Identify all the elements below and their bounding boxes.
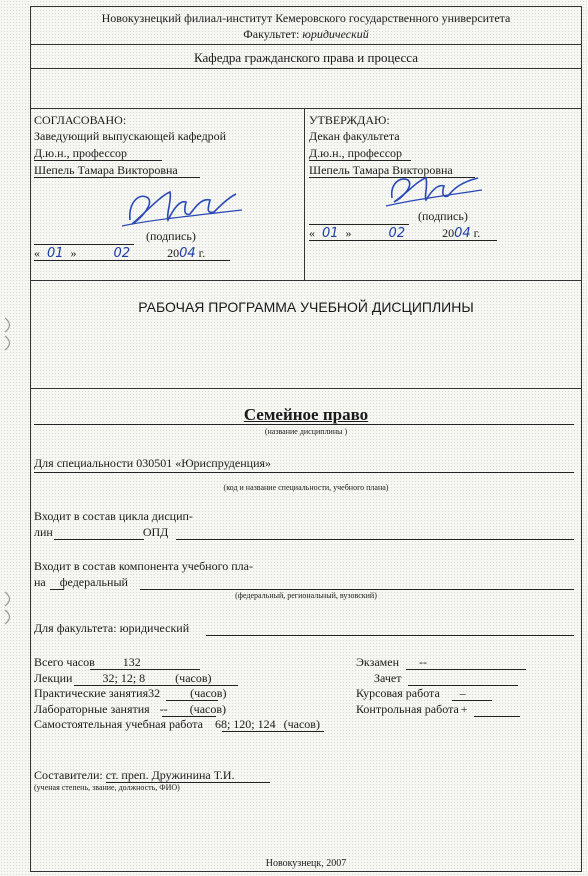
specialty-text: Для специальности 030501 «Юриспруденция»	[34, 456, 272, 470]
date-year: 04	[179, 246, 196, 261]
department-name: Кафедра гражданского права и процесса	[194, 50, 418, 65]
coursework: Курсовая работа –	[356, 686, 466, 700]
control-work: Контрольная работа +	[356, 702, 468, 716]
total-hours: Всего часов 132	[34, 655, 141, 669]
punch-hole-icon	[2, 316, 16, 334]
authors-caption: (ученая степень, звание, должность, ФИО)	[34, 783, 180, 792]
column-divider	[304, 108, 305, 280]
component-caption: (федеральный, региональный, вузовский)	[235, 591, 377, 600]
punch-hole-icon	[2, 608, 16, 626]
authors-value: ст. преп. Дружинина Т.И.	[105, 768, 235, 782]
cycle-line1: Входит в состав цикла дисцип-	[34, 509, 193, 523]
approval-left-title: СОГЛАСОВАНО:	[34, 113, 127, 127]
divider	[30, 388, 582, 389]
component-line1: Входит в состав компонента учебного пла-	[34, 559, 253, 573]
approval-right-signature-label: (подпись)	[418, 209, 468, 223]
date-day: 01	[47, 246, 64, 261]
self-study-hours: Самостоятельная учебная работа 68; 120; 124 (часов)	[34, 717, 320, 731]
institute-name: Новокузнецкий филиал-институт Кемеровского государственного университета	[101, 11, 511, 25]
component-value: федеральный	[59, 575, 128, 589]
date-month: 02	[113, 246, 131, 261]
approval-left-degree: Д.ю.н., профессор	[34, 146, 128, 160]
credit: Зачет	[374, 671, 402, 685]
punch-hole-icon	[2, 334, 16, 352]
authors	[34, 768, 235, 782]
divider	[30, 44, 582, 45]
divider	[30, 68, 582, 69]
approval-left-position: Заведующий выпускающей кафедрой	[34, 129, 227, 143]
lab-hours: Лабораторные занятия -- (часов)	[34, 702, 227, 716]
approval-right-name: Шепель Тамара Викторовна	[309, 163, 453, 177]
faculty-label: Факультет:	[243, 27, 300, 41]
date-month: 02	[388, 226, 406, 241]
punch-hole-icon	[2, 590, 16, 608]
approval-right-position: Декан факультета	[309, 129, 400, 143]
divider	[30, 108, 582, 109]
faculty-value: юридический	[302, 27, 369, 41]
faculty-line	[34, 621, 189, 635]
date-day: 01	[322, 226, 339, 241]
component-line2: на федеральный	[34, 575, 128, 589]
approval-right-degree: Д.ю.н., профессор	[309, 146, 403, 160]
approval-left-signature-label: (подпись)	[146, 229, 196, 243]
approval-right-date: « 01 » 02 2004 г.	[309, 226, 481, 241]
specialty-caption: (код и название специальности, учебного плана)	[223, 483, 389, 492]
discipline-name: Семейное право	[243, 405, 369, 424]
faculty-line-label: Для факультета:	[34, 621, 117, 635]
city-year: Новокузнецк, 2007	[265, 858, 347, 869]
discipline-caption: (название дисциплины )	[264, 427, 348, 436]
exam: Экзамен --	[356, 655, 428, 669]
faculty-line-value: юридический	[119, 621, 190, 635]
approval-left-date: « 01 » 02 2004 г.	[34, 246, 206, 261]
cycle-line2: лин ОПД	[34, 525, 169, 539]
faculty-header	[30, 27, 582, 41]
approval-right-title: УТВЕРЖДАЮ:	[309, 113, 390, 127]
divider	[30, 280, 582, 281]
lectures-hours: Лекции 32; 12; 8 (часов)	[34, 671, 212, 685]
approval-left-name: Шепель Тамара Викторовна	[34, 163, 178, 177]
authors-label: Составители:	[34, 768, 103, 782]
practical-hours: Практические занятия32 (часов)	[34, 686, 227, 700]
cycle-value: ОПД	[142, 525, 169, 539]
program-title: РАБОЧАЯ ПРОГРАММА УЧЕБНОЙ ДИСЦИПЛИНЫ	[138, 299, 474, 315]
date-year: 04	[454, 226, 471, 241]
